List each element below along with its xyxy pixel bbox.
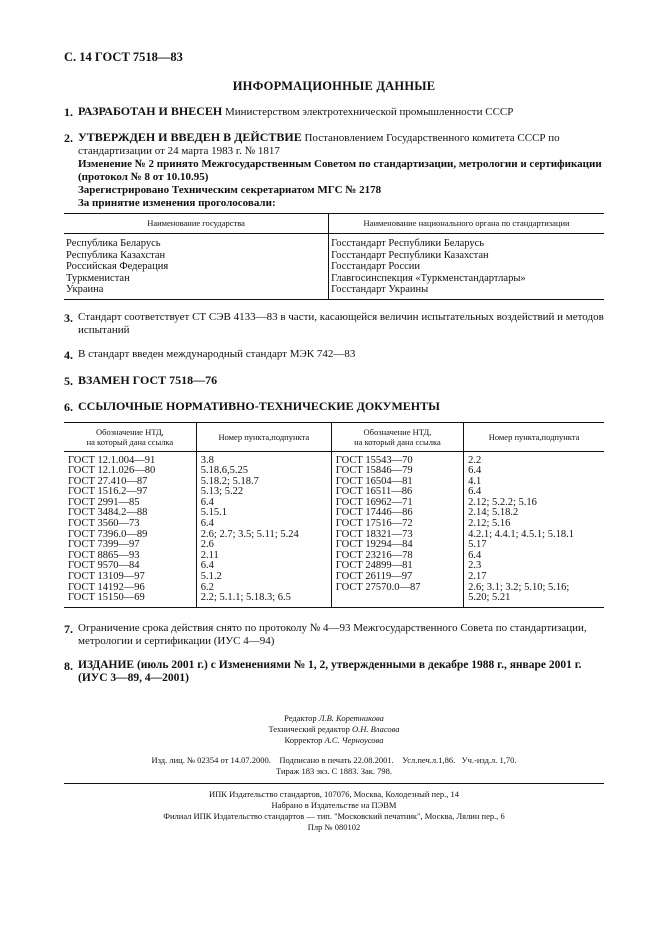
table-row	[64, 561, 604, 572]
ntd-designation: ГОСТ 17446—86	[331, 508, 463, 519]
clause-number: 3.8	[196, 451, 331, 466]
ntd-designation: ГОСТ 15846—79	[331, 466, 463, 477]
column-header: Номер пункта,подпункта	[196, 422, 331, 451]
info-item-5	[64, 374, 604, 389]
ntd-designation: ГОСТ 8865—93	[68, 549, 140, 561]
registration-note: Зарегистрировано Техническим секретариатом МГС № 2178	[78, 184, 382, 196]
item-number: 6.	[64, 399, 73, 414]
item-text: ВЗАМЕН ГОСТ 7518—76	[78, 372, 218, 387]
item-lead: РАЗРАБОТАН И ВНЕСЕН	[78, 104, 223, 118]
ntd-designation: ГОСТ 27.410—87	[68, 475, 148, 487]
column-header: Наименование национального органа по стандартизации	[329, 214, 604, 234]
change-note: Изменение № 2 принято Межгосударственным Советом по стандартизации, метрологии и сертификации (протокол № 8 от 10.10.95)	[78, 158, 602, 183]
table-row	[64, 583, 604, 594]
ntd-designation: ГОСТ 15543—70	[331, 451, 463, 466]
item-text: Стандарт соответствует СТ СЭВ 4133—83 в части, касающейся величин испытательных воздействий и методов испытаний	[78, 310, 604, 336]
info-item-1	[64, 105, 604, 120]
item-number: 5.	[64, 373, 73, 388]
header-line: на который дана ссылка	[354, 436, 441, 447]
editor-line: Редактор Л.В. Коретникова	[284, 712, 384, 723]
standards-body: Главгосинспекция «Туркменстандартлары»	[329, 273, 604, 285]
table-row	[64, 551, 604, 562]
table-header-row	[64, 214, 604, 234]
table-row	[64, 234, 604, 250]
ntd-designation	[331, 593, 463, 607]
item-number: 4.	[64, 347, 73, 362]
ntd-designation: ГОСТ 18321—73	[331, 530, 463, 541]
info-item-2	[64, 131, 604, 210]
table-row	[64, 508, 604, 519]
item-number: 2.	[64, 131, 73, 145]
ntd-designation: ГОСТ 1516.2—97	[68, 486, 148, 498]
info-item-6	[64, 400, 604, 415]
colophon	[64, 713, 604, 833]
voted-note: За принятие изменения проголосовали:	[78, 197, 276, 209]
references-table-body	[64, 451, 604, 607]
ntd-designation: ГОСТ 16504—81	[331, 477, 463, 488]
ntd-designation: ГОСТ 7396.0—89	[68, 528, 148, 540]
info-item-8	[64, 659, 604, 685]
clause-number: 4.1	[464, 477, 604, 488]
item-text: Ограничение срока действия снято по протоколу № 4—93 Межгосударственного Совета по стандартизации, метрологии и сертификации (ИУС 4—94)	[78, 621, 587, 647]
standards-body: Госстандарт Республики Казахстан	[329, 250, 604, 262]
clause-number: 6.2	[196, 583, 331, 594]
ntd-designation: ГОСТ 26119—97	[331, 572, 463, 583]
state-name: Республика Казахстан	[66, 249, 166, 261]
ntd-designation: ГОСТ 19294—84	[331, 540, 463, 551]
ntd-designation: ГОСТ 13109—97	[68, 571, 145, 583]
item-number: 1.	[64, 105, 73, 119]
tech-editor-line: Технический редактор О.Н. Власова	[268, 723, 400, 734]
state-name: Украина	[64, 284, 329, 299]
clause-number: 2.3	[464, 561, 604, 572]
column-header: Номер пункта,подпункта	[464, 422, 604, 451]
clause-number: 2.14; 5.18.2	[464, 508, 604, 519]
state-name: Республика Беларусь	[66, 238, 161, 249]
clause-number: 2.17	[464, 572, 604, 583]
clause-number: 2.2; 5.1.1; 5.18.3; 6.5	[196, 593, 331, 607]
clause-number: 5.20; 5.21	[464, 593, 604, 607]
standards-body: Госстандарт Украины	[329, 284, 604, 299]
states-table	[64, 213, 604, 300]
clause-number: 2.2	[464, 451, 604, 466]
table-row	[64, 451, 604, 466]
ntd-designation: ГОСТ 14192—96	[68, 581, 145, 593]
item-lead: УТВЕРЖДЕН И ВВЕДЕН В ДЕЙСТВИЕ	[78, 130, 302, 144]
clause-number: 5.1.2	[196, 572, 331, 583]
item-text: Постановлением Государственного комитета СССР по стандартизации от 24 марта 1983 г. № 1817	[78, 132, 560, 157]
table-header-row	[64, 422, 604, 451]
clause-number: 6.4	[196, 498, 331, 509]
clause-number: 6.4	[196, 519, 331, 530]
plr-line: Плр № 080102	[307, 821, 361, 832]
clause-number: 6.4	[464, 487, 604, 498]
item-text: Министерством электротехнической промышленности СССР	[222, 106, 514, 118]
clause-number: 5.17	[464, 540, 604, 551]
clause-number: 2.6; 3.1; 3.2; 5.10; 5.16;	[464, 583, 604, 594]
state-name: Туркменистан	[66, 272, 130, 284]
ntd-designation: ГОСТ 23216—78	[331, 551, 463, 562]
info-item-4	[64, 348, 604, 363]
clause-number: 2.12; 5.16	[464, 519, 604, 530]
clause-number: 6.4	[464, 466, 604, 477]
typeset-line: Набрано в Издательстве на ПЭВМ	[271, 799, 397, 810]
ntd-designation: ГОСТ 2991—85	[68, 496, 140, 508]
header-line: на который дана ссылка	[86, 436, 174, 447]
proofreader-line: Корректор А.С. Черноусова	[284, 734, 384, 745]
page-header: С. 14 ГОСТ 7518—83	[64, 50, 183, 64]
table-row	[64, 273, 604, 285]
ntd-designation: ГОСТ 12.1.026—80	[68, 465, 156, 477]
ntd-designation: ГОСТ 24899—81	[331, 561, 463, 572]
clause-number: 6.4	[196, 561, 331, 572]
ntd-designation: ГОСТ 3560—73	[68, 518, 140, 530]
clause-number: 5.18.6,5.25	[196, 466, 331, 477]
publisher-line: ИПК Издательство стандартов, 107076, Москва, Колодезный пер., 14	[209, 788, 459, 799]
license-line: Изд. лиц. № 02354 от 14.07.2000. Подписано в печать 22.08.2001. Усл.печ.л.1,86. Уч.-изд.л. 1,70.	[151, 754, 517, 765]
ntd-designation: ГОСТ 16511—86	[331, 487, 463, 498]
table-row	[64, 261, 604, 273]
info-item-7	[64, 622, 604, 648]
item-text: ИЗДАНИЕ (июль 2001 г.) с Изменениями № 1, 2, утвержденными в декабре 1988 г., январе 2001 г. (ИУС 3—89, 4—2001)	[78, 658, 582, 684]
references-table	[64, 422, 604, 608]
clause-number: 4.2.1; 4.4.1; 4.5.1; 5.18.1	[464, 530, 604, 541]
branch-line: Филиал ИПК Издательство стандартов — тип. "Московский печатник", Москва, Лялин пер., 6	[163, 810, 505, 821]
section-title: ИНФОРМАЦИОННЫЕ ДАННЫЕ	[232, 79, 436, 93]
divider	[64, 783, 604, 784]
clause-number: 2.6; 2.7; 3.5; 5.11; 5.24	[196, 530, 331, 541]
state-name: Российская Федерация	[66, 261, 169, 272]
ntd-designation: ГОСТ 3484.2—88	[68, 507, 148, 519]
ntd-designation: ГОСТ 12.1.004—91	[68, 454, 156, 466]
ntd-designation: ГОСТ 16962—71	[331, 498, 463, 509]
table-row	[64, 530, 604, 541]
print-run-line: Тираж 183 экз. С 1883. Зак. 798.	[275, 765, 393, 776]
item-number: 8.	[64, 658, 73, 673]
item-text: ССЫЛОЧНЫЕ НОРМАТИВНО-ТЕХНИЧЕСКИЕ ДОКУМЕНТЫ	[78, 398, 440, 413]
clause-number: 5.18.2; 5.18.7	[196, 477, 331, 488]
standards-body: Госстандарт Республики Беларусь	[329, 234, 604, 250]
table-row	[64, 284, 604, 299]
column-header	[64, 422, 196, 451]
ntd-designation: ГОСТ 15150—69	[64, 593, 196, 607]
standards-body: Госстандарт России	[329, 261, 604, 273]
ntd-designation: ГОСТ 17516—72	[331, 519, 463, 530]
clause-number: 5.13; 5.22	[196, 487, 331, 498]
clause-number: 5.15.1	[196, 508, 331, 519]
table-row	[64, 540, 604, 551]
clause-number: 2.12; 5.2.2; 5.16	[464, 498, 604, 509]
item-number: 7.	[64, 621, 73, 636]
column-header	[331, 422, 463, 451]
table-row	[64, 250, 604, 262]
info-item-3	[64, 311, 604, 337]
item-number: 3.	[64, 310, 73, 325]
ntd-designation: ГОСТ 9570—84	[68, 560, 140, 572]
header-line: Обозначение НТД,	[95, 426, 164, 437]
clause-number: 2.6	[196, 540, 331, 551]
item-text: В стандарт введен международный стандарт МЭК 742—83	[78, 347, 356, 360]
clause-number: 2.11	[196, 551, 331, 562]
column-header: Наименование государства	[64, 214, 329, 234]
table-row	[64, 593, 604, 607]
document-page	[64, 50, 604, 833]
ntd-designation: ГОСТ 7399—97	[68, 539, 140, 551]
ntd-designation: ГОСТ 27570.0—87	[331, 583, 463, 594]
clause-number: 6.4	[464, 551, 604, 562]
header-line: Обозначение НТД,	[363, 426, 432, 437]
